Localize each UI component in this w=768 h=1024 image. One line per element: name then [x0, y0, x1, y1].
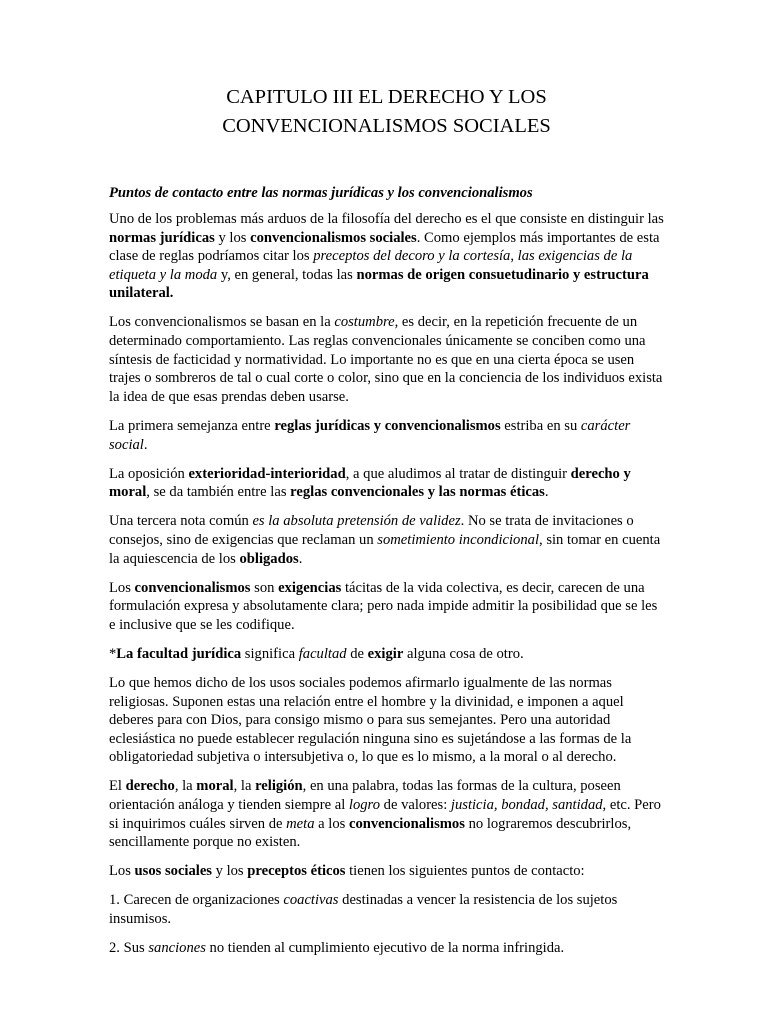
- text: .: [143, 436, 148, 453]
- text: tácitas de la vida colectiva, es decir, carecen de una formulación expresa y absolutamente clara; pero nada impide admitir la posibilidad que se les e inclusive que se les codifique.: [109, 579, 658, 633]
- text: , es decir, en la repetición frecuente de un determinado comportamiento. Las reglas convencionales únicamente se conciben como una síntesis de facticidad y normatividad. Lo importante no es que en una cierta época se usen trajes o sombreros de tal o cual corte o color, sino que en la conciencia de los individuos exista la idea de que esas prendas deben usarse.: [109, 314, 663, 405]
- bold-text: derecho y moral: [109, 465, 631, 501]
- text: y los: [214, 229, 251, 246]
- chapter-title-line-2: CONVENCIONALISMOS SOCIALES: [222, 115, 551, 137]
- paragraph-4: [109, 465, 664, 502]
- italic-text: justicia, bondad, santidad: [450, 797, 603, 814]
- text: La oposición: [109, 465, 189, 482]
- paragraph-9: [109, 777, 664, 851]
- bold-text: moral: [196, 778, 234, 795]
- text: 2. Sus: [109, 940, 149, 957]
- bold-text: normas de origen consuetudinario y estructura unilateral.: [109, 266, 649, 302]
- text: 1. Carecen de organizaciones: [109, 892, 284, 909]
- italic-text: coactivas: [283, 892, 339, 909]
- italic-text: carácter social: [109, 417, 631, 453]
- italic-text: facultad: [298, 645, 347, 662]
- italic-text: es la absoluta pretensión de validez: [252, 513, 461, 530]
- section-subtitle: Puntos de contacto entre las normas jurídicas y los convencionalismos: [109, 185, 533, 201]
- italic-text: meta: [286, 815, 315, 832]
- text: tienen los siguientes puntos de contacto:: [345, 863, 585, 880]
- text: y los: [211, 863, 248, 880]
- text: alguna cosa de otro.: [403, 645, 524, 662]
- text: ,: [510, 248, 518, 265]
- text: .: [298, 550, 303, 567]
- paragraph-2: [109, 313, 664, 406]
- text: Una tercera nota común: [109, 513, 253, 530]
- italic-text: logro: [348, 797, 380, 814]
- text: , en una palabra, todas las formas de la cultura, poseen orientación análoga y tienden siempre al: [109, 778, 621, 814]
- bold-text: convencionalismos: [348, 815, 465, 832]
- italic-text: sanciones: [148, 940, 206, 957]
- text: estriba en su: [500, 417, 581, 434]
- text: La primera semejanza entre: [109, 417, 275, 434]
- text: Los convencionalismos se basan en la: [109, 314, 335, 331]
- paragraph-3: [109, 417, 664, 454]
- text: , a que aludimos al tratar de distinguir: [345, 465, 571, 482]
- paragraph-7: [109, 645, 664, 664]
- italic-text: sometimiento incondicional: [377, 531, 540, 548]
- text: .: [544, 484, 549, 501]
- text: significa: [241, 645, 299, 662]
- paragraph-6: [109, 579, 664, 635]
- chapter-title: [109, 83, 664, 141]
- text: son: [250, 579, 279, 596]
- bold-text: obligados: [239, 550, 299, 567]
- italic-text: preceptos del decoro y la cortesía: [313, 248, 511, 265]
- text: , la: [174, 778, 197, 795]
- text: y, en general, todas las: [217, 266, 357, 283]
- text: , la: [233, 778, 256, 795]
- list-item-2: [109, 939, 664, 958]
- text: , se da también entre las: [146, 484, 291, 501]
- text: Lo que hemos dicho de los usos sociales podemos afirmarlo igualmente de las normas religiosas. Suponen estas una relación entre el hombre y la divinidad, e imponen a aquel deberes para con Dios, para consigo mismo o para sus semejantes. Pero una autoridad eclesiástica no puede establecer regulación ninguna sino es sujetándose a las formas de la obligatoriedad subjetiva o intersubjetiva o, lo que es lo mismo, a la moral o al derecho.: [109, 674, 632, 766]
- bold-text: exigir: [367, 645, 404, 662]
- text: de: [346, 645, 368, 662]
- text: no lograremos descubrirlos, sencillamente porque no existen.: [109, 815, 632, 851]
- bold-text: religión: [255, 778, 303, 795]
- paragraph-8: [109, 674, 664, 767]
- text: , etc. Pero si inquirimos cuáles sirven de: [109, 797, 661, 832]
- text: destinadas a vencer la resistencia de los sujetos insumisos.: [109, 892, 618, 927]
- paragraph-5: [109, 512, 664, 568]
- bold-text: reglas jurídicas y convencionalismos: [274, 417, 501, 434]
- text: no tienden al cumplimiento ejecutivo de la norma infringida.: [205, 940, 565, 957]
- italic-text: costumbre: [334, 314, 395, 331]
- text: *: [109, 645, 117, 662]
- text: El: [109, 778, 126, 795]
- text: Los: [109, 579, 135, 596]
- text: de valores:: [380, 797, 451, 814]
- chapter-title-line-1: CAPITULO III EL DERECHO Y LOS: [226, 86, 547, 108]
- list-item-1: [109, 891, 664, 928]
- bold-text: derecho: [125, 778, 175, 795]
- text: a los: [314, 815, 349, 832]
- text: . Como ejemplos más importantes de esta clase de reglas podríamos citar los: [109, 229, 660, 265]
- bold-text: exterioridad-interioridad: [188, 465, 346, 482]
- bold-text: La facultad jurídica: [116, 645, 242, 662]
- bold-text: convencionalismos: [134, 579, 251, 596]
- italic-text: las exigencias de la etiqueta y la moda: [109, 248, 633, 283]
- bold-text: convencionalismos sociales: [250, 229, 417, 246]
- bold-text: reglas convencionales y las normas éticas: [290, 484, 545, 501]
- text: Uno de los problemas más arduos de la filosofía del derecho es el que consiste en distinguir las: [109, 211, 664, 227]
- text: Los: [109, 863, 135, 880]
- paragraph-1: [109, 210, 664, 303]
- document-page: [109, 83, 664, 968]
- paragraph-10: [109, 862, 664, 881]
- text: . No se trata de invitaciones o consejos, sino de exigencias que reclaman un: [109, 513, 634, 548]
- bold-text: preceptos éticos: [247, 863, 346, 880]
- bold-text: usos sociales: [134, 863, 212, 880]
- bold-text: normas jurídicas: [109, 229, 215, 246]
- text: , sin tomar en cuenta la aquiescencia de los: [109, 531, 661, 567]
- bold-text: exigencias: [278, 579, 342, 596]
